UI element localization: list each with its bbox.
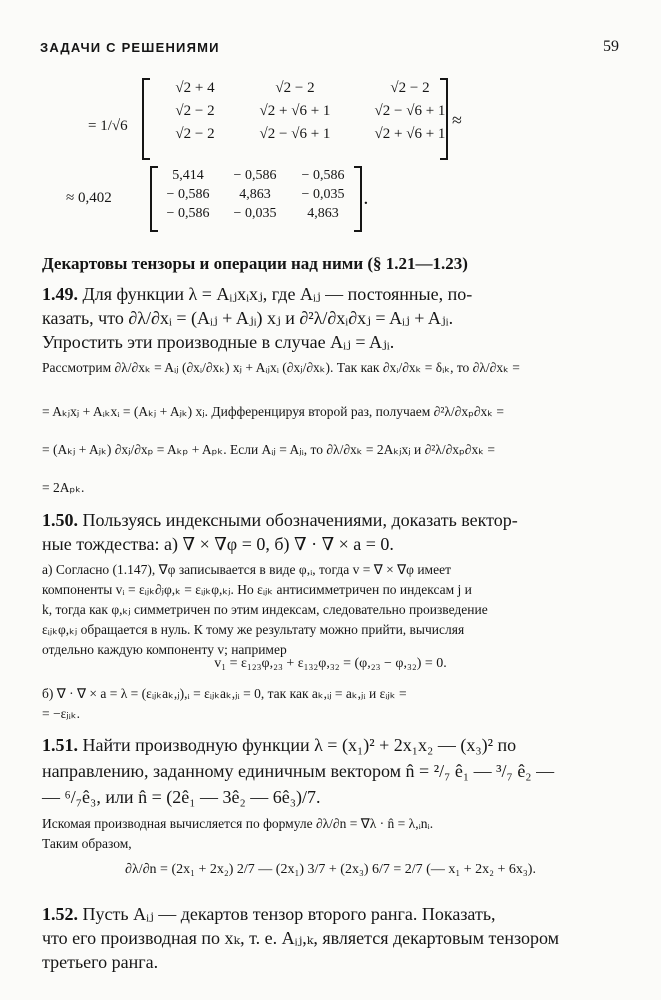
section-title: Декартовы тензоры и операции над ними (§ 1.21—1.23) (42, 254, 468, 273)
problem-text-line: Найти производную функции λ = (x₁)² + 2x₁x₂ — (x₃)² по (82, 735, 517, 755)
solution-1-51 (42, 814, 622, 854)
problem-number: 1.51. (42, 735, 78, 755)
solution-a (42, 560, 622, 660)
matrix-cell: − 0,035 (301, 187, 345, 202)
eq1-prefix: = 1/√6 (88, 118, 128, 134)
matrix-cell: √2 − 2 (275, 80, 315, 96)
solution-line: б) ∇ · ∇ × a = λ = (εᵢⱼₖaₖ,ⱼ),ᵢ = εᵢⱼₖaₖ,ⱼᵢ = 0, так как aₖ,ᵢⱼ = aₖ,ⱼᵢ и εᵢⱼₖ = (42, 686, 407, 701)
problem-text-line: третьего ранга. (42, 952, 159, 972)
solution-line: Искомая производная вычисляется по формуле ∂λ/∂n = ∇λ · n̂ = λ,ᵢnᵢ. (42, 816, 434, 831)
matrix-cell: − 0,586 (301, 168, 345, 183)
solution-line: = Aₖⱼxⱼ + Aᵢₖxᵢ = (Aₖⱼ + Aⱼₖ) xⱼ. Дифференцируя второй раз, получаем ∂²λ/∂xₚ∂xₖ = (42, 404, 505, 419)
problem-1-51 (42, 732, 622, 810)
solution-line: k, тогда как φ,ₖⱼ симметричен по этим индексам, следовательно произведение (42, 602, 488, 617)
solution-line: = −εⱼᵢₖ. (42, 706, 80, 721)
problem-text-line: направлению, заданному единичным вектором n̂ = ²/₇ ê₁ — ³/₇ ê₂ — (42, 761, 555, 781)
problem-text-line: казать, что ∂λ/∂xᵢ = (Aᵢⱼ + Aⱼᵢ) xⱼ и ∂²λ/∂xᵢ∂xⱼ = Aᵢⱼ + Aⱼᵢ. (42, 308, 454, 328)
problem-text-line: ные тождества: а) ∇ × ∇φ = 0, б) ∇ · ∇ × a = 0. (42, 534, 394, 554)
eq2-prefix: ≈ 0,402 (66, 190, 112, 206)
eq1-suffix: ≈ (452, 110, 462, 130)
matrix-cell: √2 − √6 + 1 (374, 103, 446, 119)
matrix-cell: − 0,586 (166, 206, 210, 221)
matrix-cell: − 0,035 (233, 206, 277, 221)
solution-line: = 2Aₚₖ. (42, 480, 85, 495)
solution-line: а) Согласно (1.147), ∇φ записывается в виде φ,ᵢ, тогда v = ∇ × ∇φ имеет (42, 562, 451, 577)
matrix-cell: √2 − 2 (175, 103, 215, 119)
problem-text-line: Пусть Aᵢⱼ — декартов тензор второго ранга. Показать, (82, 904, 496, 924)
problem-number: 1.49. (42, 284, 78, 304)
matrix-cell: 5,414 (172, 168, 204, 183)
page-number: 59 (603, 38, 619, 55)
eq1-right-bracket (440, 78, 448, 160)
solution-line: отдельно каждую компоненту v; например (42, 642, 287, 657)
problem-text-line: Для функции λ = Aᵢⱼxᵢxⱼ, где Aᵢⱼ — постоянные, по- (82, 284, 473, 304)
matrix-cell: √2 − 2 (175, 126, 215, 142)
solution-line: компоненты vᵢ = εᵢⱼₖ∂ⱼφ,ₖ = εᵢⱼₖφ,ₖⱼ. Но εᵢⱼₖ антисимметричен по индексам j и (42, 582, 472, 597)
matrix-cell: √2 − 2 (390, 80, 430, 96)
solution-line: Таким образом, (42, 836, 132, 851)
matrix-cell: 4,863 (307, 206, 339, 221)
matrix-cell: − 0,586 (166, 187, 210, 202)
eq2-matrix (156, 168, 356, 222)
problem-1-49 (42, 282, 622, 354)
problem-text-line: что его производная по xₖ, т. е. Aᵢⱼ,ₖ, является декартовым тензором (42, 928, 560, 948)
problem-text-line: — ⁶/₇ê₃, или n̂ = (2ê₁ — 3ê₂ — 6ê₃)/7. (42, 787, 321, 807)
solution-line: = (Aₖⱼ + Aⱼₖ) ∂xⱼ/∂xₚ = Aₖₚ + Aₚₖ. Если Aᵢⱼ = Aⱼᵢ, то ∂λ/∂xₖ = 2Aₖⱼxⱼ и ∂²λ/∂xₚ∂xₖ = (42, 442, 495, 457)
matrix-cell: − 0,586 (233, 168, 277, 183)
matrix-cell: √2 + √6 + 1 (374, 126, 446, 142)
problem-text-line: Упростить эти производные в случае Aᵢⱼ = Aⱼᵢ. (42, 332, 395, 352)
eq1-left-bracket (142, 78, 150, 160)
problem-1-50 (42, 508, 622, 556)
solution-line: εᵢⱼₖφ,ₖⱼ обращается в нуль. К тому же результату можно прийти, вычисляя (42, 622, 465, 637)
eq2-suffix: . (364, 192, 368, 208)
solution-line: Рассмотрим ∂λ/∂xₖ = Aᵢⱼ (∂xᵢ/∂xₖ) xⱼ + Aᵢⱼxᵢ (∂xⱼ/∂xₖ). Так как ∂xᵢ/∂xₖ = δᵢₖ, то ∂λ/∂xₖ = (42, 360, 520, 375)
problem-text-line: Пользуясь индексными обозначениями, доказать вектор- (82, 510, 518, 530)
matrix-cell: 4,863 (239, 187, 271, 202)
matrix-cell: √2 + √6 + 1 (259, 103, 331, 119)
matrix-cell: √2 + 4 (175, 80, 215, 96)
eq1-matrix (150, 80, 470, 143)
running-head: ЗАДАЧИ С РЕШЕНИЯМИ (40, 40, 220, 55)
formula-v1: v₁ = ε₁₂₃φ,₂₃ + ε₁₃₂φ,₃₂ = (φ,₂₃ − φ,₃₂) = 0. (214, 656, 447, 671)
problem-1-52 (42, 902, 622, 974)
eq2-right-bracket (354, 166, 362, 232)
formula-directional-derivative: ∂λ/∂n = (2x₁ + 2x₂) 2/7 — (2x₁) 3/7 + (2x₃) 6/7 = 2/7 (— x₁ + 2x₂ + 6x₃). (125, 862, 536, 877)
problem-number: 1.50. (42, 510, 78, 530)
problem-number: 1.52. (42, 904, 78, 924)
matrix-cell: √2 − √6 + 1 (259, 126, 331, 142)
